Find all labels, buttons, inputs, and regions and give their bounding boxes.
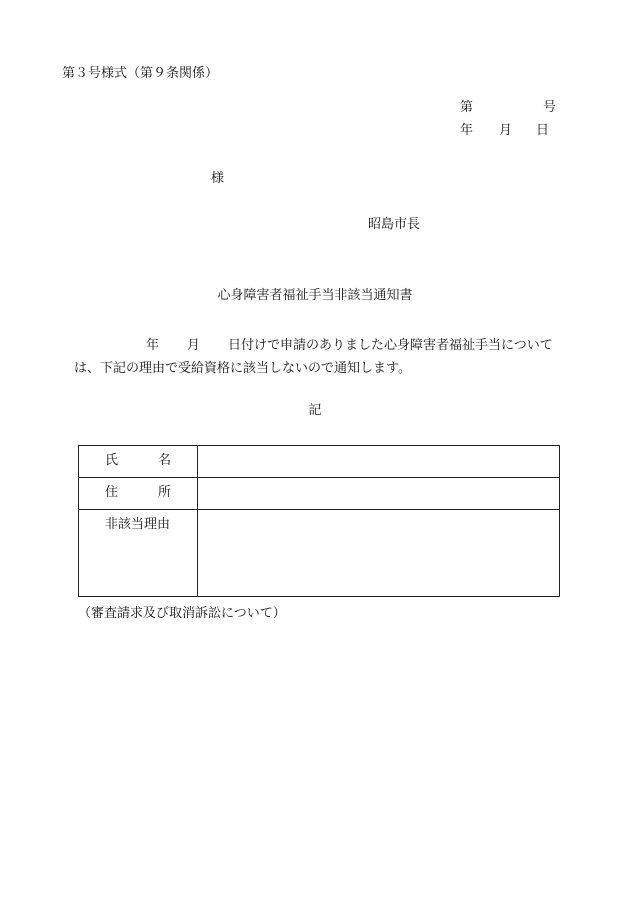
reason-value-cell [198,510,560,597]
reason-label-cell [79,510,198,597]
body-month-label: 月 [187,338,201,353]
recipient-honorific: 様 [211,171,225,186]
address-label-cell [79,478,198,510]
notice-body [74,334,574,380]
date-month-label: 月 [499,123,513,138]
address-value-cell [198,478,560,510]
name-label-cell [79,446,198,478]
name-value-cell [198,446,560,478]
address-label-char1: 住 [105,485,119,500]
form-number-label: 第３号様式（第９条関係） [62,66,219,81]
appeal-note: （審査請求及び取消訴訟について） [78,606,286,621]
document-number-prefix: 第 [460,100,474,115]
name-label-char1: 氏 [105,453,119,468]
body-text-line1: 日付けで申請のありました心身障害者福祉手当について [228,338,553,353]
address-label-char2: 所 [157,485,171,500]
document-number-suffix: 号 [543,100,557,115]
name-label-char2: 名 [157,453,171,468]
ki-heading: 記 [308,403,322,418]
table-row-name [79,446,560,478]
date-day-label: 日 [536,123,550,138]
issuer-name: 昭島市長 [368,217,421,232]
table-row-address [79,478,560,510]
body-year-label: 年 [146,338,160,353]
info-table [78,445,560,597]
table-row-reason [79,510,560,597]
document-number-line [460,101,556,114]
document-date-line [460,124,549,137]
document-title: 心身障害者福祉手当非該当通知書 [217,288,413,303]
body-text-line2: は、下記の理由で受給資格に該当しないので通知します。 [74,361,411,376]
date-year-label: 年 [460,123,474,138]
reason-label: 非該当理由 [105,517,171,532]
